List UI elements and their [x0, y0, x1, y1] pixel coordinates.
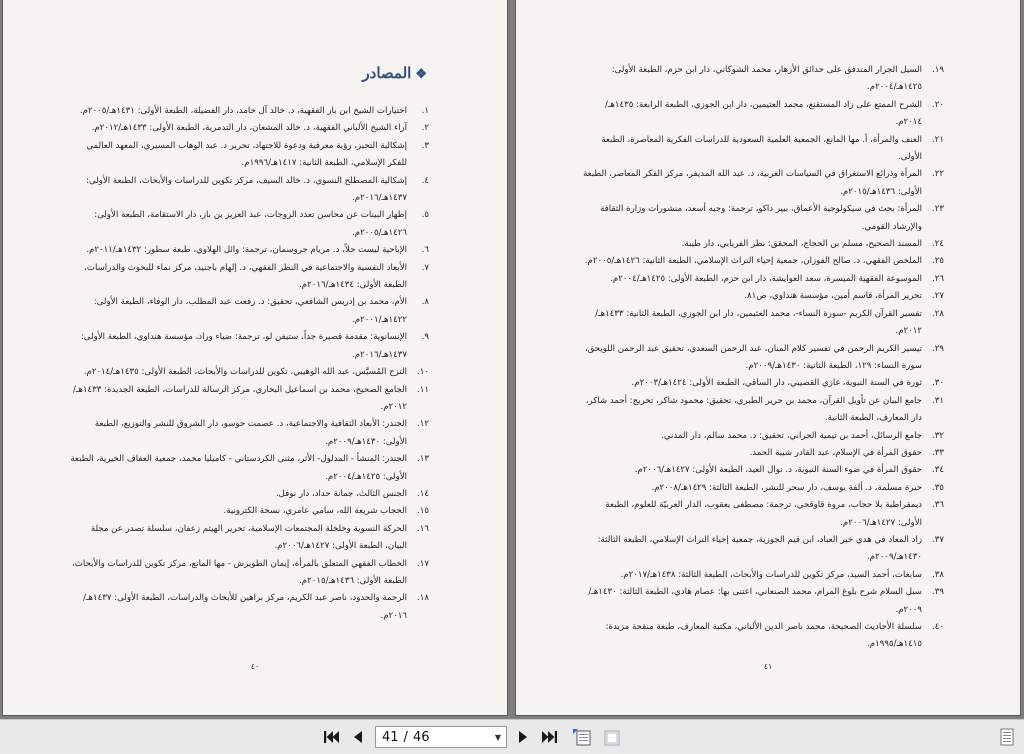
- reference-number: ٣٩.: [932, 587, 944, 598]
- reference-number: ٣٥.: [932, 482, 944, 493]
- reference-text: الحجاب شريعة الله، سامي عامري، نسخة الكترونية.: [223, 506, 407, 517]
- current-page: 41: [382, 729, 399, 745]
- reference-text: المسند الصحيح، مسلم بن الحجاج، المحقق: نظر الفريابي، دار طيبة.: [681, 239, 922, 250]
- page-separator: /: [403, 729, 408, 745]
- reference-number: ٣٤.: [932, 465, 944, 476]
- reference-number: ١٥.: [417, 506, 429, 517]
- reference-text: السيل الجرار المتدفق على حدائق الأزهار، محمد الشوكاني، دار ابن حزم، الطبعة الأولى: ١٤٢٥هـ/٢٠٠٤م.: [611, 65, 922, 93]
- reference-entry: [69, 486, 429, 503]
- navigation-toolbar: [0, 719, 1024, 754]
- reference-entry: [582, 253, 944, 270]
- reference-text: تحرير المرأة، قاسم أمين، مؤسسة هنداوي، ص٨١.: [744, 291, 922, 302]
- reference-text: الأبعاد النفسية والاجتماعية في النظر الفقهي، د. إلهام باجنيد، مركز نماء للبحوث والدراسات، الطبعة الأولى: ١٤٣٤هـ/٢٠١٦م.: [84, 262, 407, 291]
- reference-number: ٤.: [421, 175, 429, 186]
- reference-entry: [582, 480, 944, 497]
- reference-entry: [582, 619, 944, 654]
- previous-page-button[interactable]: [347, 726, 369, 748]
- reference-entry: [69, 138, 429, 173]
- reference-text: حقوق المرأة في ضوء السنة النبوية، د. نوال العيد، الطبعة الأولى: ١٤٢٧هـ/٢٠٠٦م.: [634, 465, 922, 476]
- reference-text: حيرة مسلمة، د. ألفة يوسف، دار سحر للنشر، الطبعة الثالثة: ١٤٢٩هـ/٢٠٠٨م.: [651, 482, 922, 493]
- reference-text: آراء الشيخ الألباني الفقهية، د. خالد المشعان، دار التدمرية، الطبعة الأولى: ١٤٣٣هـ/٢٠١٢م.: [91, 123, 407, 134]
- reference-entry: [69, 556, 429, 591]
- reference-number: ١١.: [417, 384, 429, 395]
- reference-text: الخطاب الفقهي المتعلق بالمرأة، إيمان الطويرش - مها المانع، مركز تكوين للدراسات والأبحاث، الطبعة الأولى: ١٤٣٦هـ/٢٠١٥م.: [71, 558, 407, 586]
- reference-number: ١٠.: [417, 367, 429, 378]
- reference-entry: [69, 503, 429, 520]
- reference-number: ٩.: [421, 332, 429, 343]
- first-page-icon: [322, 729, 340, 745]
- reference-entry: [69, 416, 429, 451]
- reference-entry: [69, 590, 429, 625]
- reference-number: ٦.: [421, 245, 429, 256]
- last-page-button[interactable]: [539, 726, 561, 748]
- total-pages: 46: [412, 729, 430, 745]
- reference-entry: [582, 271, 944, 288]
- reference-entry: [582, 393, 944, 428]
- reference-number: ٢١.: [932, 134, 944, 145]
- reference-text: الملخص الفقهي، د. صالح الفوزان، جمعية إحياء التراث الإسلامي، الطبعة الثانية: ١٤٢٦هـ/٢٠٠٥م.: [584, 256, 922, 267]
- reference-entry: [582, 497, 944, 532]
- reference-text: سلسلة الأحاديث الصحيحة، محمد ناصر الدين الألباني، مكتبة المعارف، طبعة منقحة مزيدة: ١٤١٥هـ/١٩٩٥م.: [605, 622, 922, 650]
- reference-entry: [582, 236, 944, 253]
- reference-text: الرحمة والحدود، ناصر عبد الكريم، مركز براهين للأبحاث والدراسات، الطبعة الأولى: ١٤٣٧هـ/٢٠١٦م.: [83, 593, 407, 621]
- references-list: [582, 62, 944, 654]
- reference-entry: [69, 451, 429, 486]
- reference-text: إشكالية التحيز، رؤية معرفية ودعوة للاجتهاد، تحرير د. عبد الوهاب المسيري، المعهد العالمي للفكر الإسلامي، الطبعة الثانية: ١٤١٧هـ/١٩٩٦م.: [86, 140, 407, 169]
- reference-entry: [582, 445, 944, 462]
- reference-entry: [69, 260, 429, 295]
- reference-number: ١٢.: [417, 419, 429, 430]
- reference-text: المرأة: بحث في سيكولوجية الأعماق، بيير داكو، ترجمة: وجيه أسعد، منشورات وزارة الثقافة والإرشاد القومي.: [600, 204, 922, 232]
- next-page-icon: [516, 729, 530, 745]
- reference-text: الموسوعة الفقهية الميسرة، سعد العوايشة، دار ابن حزم، الطبعة الأولى: ١٤٢٥هـ/٢٠٠٤م.: [610, 273, 922, 284]
- reference-entry: [69, 207, 429, 242]
- reference-text: الجامع الصحيح، محمد بن اسماعيل البخاري، مركز الرسالة للدراسات، الطبعة الجديدة: ١٤٣٣هـ/٢٠١٢م.: [72, 384, 407, 412]
- next-page-button[interactable]: [512, 726, 534, 748]
- reference-entry: [582, 166, 944, 201]
- reference-text: زاد المعاد في هدي خير العباد، ابن قيم الجوزية، جمعية إحياء التراث الإسلامي، الطبعة الثالثة: ١٤٣٠هـ/٢٠٠٩م.: [597, 534, 922, 563]
- reference-number: ٤٠.: [932, 622, 944, 632]
- reference-entry: [582, 62, 944, 97]
- reference-text: الجندر: الأبعاد الثقافية والاجتماعية، د. عصمت حوسو، دار الشروق للنشر والتوزيع، الطبعة الأولى: ١٤٣٠هـ/٢٠٠٩م.: [94, 419, 407, 447]
- reference-number: ٣٢.: [932, 430, 944, 441]
- reference-entry: [582, 584, 944, 619]
- reference-number: ٢٢.: [932, 169, 944, 180]
- reference-number: ١٧.: [417, 558, 429, 569]
- reference-entry: [69, 103, 429, 120]
- fit-width-button[interactable]: [600, 726, 622, 748]
- reference-number: ٢٣.: [932, 204, 944, 215]
- reference-text: الإنسانوية: مقدمة قصيرة جداً، ستيفن لو، ترجمة: ضياء وراد، مؤسسة هنداوي، الطبعة الأولى: ١٤٣٧هـ/٢٠١٦م.: [80, 332, 407, 360]
- reference-number: ٣٣.: [932, 447, 944, 458]
- reference-text: جامع الرسائل، أحمد بن تيمية الحراني، تحقيق: د. محمد سالم، دار المدني.: [661, 430, 922, 441]
- reference-number: ٣٦.: [932, 500, 944, 511]
- reference-number: ١٦.: [417, 523, 429, 534]
- sidebar-toggle-button[interactable]: [996, 726, 1018, 748]
- reference-entry: [69, 364, 429, 381]
- reference-number: ٢٧.: [932, 291, 944, 302]
- fit-page-icon: [572, 728, 592, 746]
- previous-page-icon: [351, 729, 365, 745]
- reference-text: العنف والمرأة، أ. مها المانع، الجمعية العلمية السعودية للدراسات الفكرية المعاصرة، الطبعة الأولى.: [601, 134, 922, 163]
- reference-text: تيسير الكريم الرحمن في تفسير كلام المنان، عبد الرحمن السعدي، تحقيق عبد الرحمن اللويحق، سورة النساء: ١٢٩، الطبعة الثانية: ١٤٣٠هـ/٢٠٠٩م.: [584, 343, 922, 371]
- reference-entry: [69, 382, 429, 417]
- reference-number: ١٤.: [417, 488, 429, 499]
- reference-text: التزح المُسيَّس، عبد الله الوهيبي، تكوين للدراسات والأبحاث، الطبعة الأولى: ١٤٣٥هـ/٢٠١٤م.: [83, 367, 407, 378]
- reference-entry: [69, 329, 429, 364]
- reference-number: ٢.: [421, 123, 429, 134]
- reference-number: ١٩.: [932, 65, 944, 75]
- reference-number: ٣١.: [932, 395, 944, 406]
- reference-number: ١٣.: [417, 454, 429, 465]
- reference-text: الأم، محمد بن إدريس الشافعي، تحقيق: د. رفعت عبد المطلب، دار الوفاء، الطبعة الأولى: ١٤٢٢هـ/٢٠٠١م.: [93, 297, 407, 325]
- reference-number: ٢٥.: [932, 256, 944, 267]
- reference-number: ٢٨.: [932, 308, 944, 319]
- reference-text: ثورة في السنة النبوية، غازي القصيبي، دار الساقي، الطبعة الأولى: ١٤٢٤هـ/٢٠٠٣م.: [631, 378, 922, 389]
- reference-number: ٧.: [421, 262, 429, 273]
- reference-number: ٣٨.: [932, 569, 944, 580]
- chevron-down-icon: ▼: [494, 732, 501, 742]
- reference-text: حقوق المرأة في الإسلام، عبد القادر شيبة الحمد.: [749, 447, 922, 458]
- reference-text: إشكالية المصطلح النسوي، د. خالد السيف، مركز تكوين للدراسات والأبحاث، الطبعة الأولى: ١٤٣٧هـ/٢٠١٦م.: [86, 175, 407, 204]
- reference-text: إظهار البينات عن محاسن تعدد الزوجات، عبد العزيز بن باز، دار الاستقامة، الطبعة الأولى: ١٤٢٦هـ/٢٠٠٥م.: [94, 210, 407, 238]
- reference-text: الجندر: المنشأ - المدلول- الأثر، مثنى الكردستاني - كاميليا محمد، جمعية العفاف الخيرية، الطبعة الأولى: ١٤٢٥هـ/٢٠٠٤م.: [70, 454, 407, 482]
- reference-entry: [582, 567, 944, 584]
- reference-number: ١٨.: [417, 593, 429, 604]
- reference-entry: [582, 341, 944, 376]
- reference-entry: [69, 120, 429, 137]
- reference-number: ٢٦.: [932, 273, 944, 284]
- page-number: ٤١: [763, 662, 773, 671]
- page-41: [516, 0, 1020, 715]
- heading-text: المصادر: [362, 64, 412, 82]
- reference-entry: [582, 132, 944, 167]
- page-40: [3, 0, 507, 715]
- reference-number: ٥.: [421, 210, 429, 221]
- fit-page-button[interactable]: [571, 726, 593, 748]
- reference-entry: [582, 201, 944, 236]
- fit-width-icon: [601, 728, 621, 746]
- reference-text: سابغات، أحمد السيد، مركز تكوين للدراسات والأبحاث، الطبعة الثالثة: ١٤٣٨هـ/٢٠١٧م.: [620, 569, 922, 580]
- reference-text: الحركة النسوية وخلخلة المجتمعات الإسلامية، تحرير الهيثم زعفان، سلسلة تصدر عن مجلة البيان، الطبعة الأولى: ١٤٢٧هـ/٢٠٠٦م.: [90, 523, 407, 552]
- page-number: ٤٠: [250, 662, 260, 671]
- reference-number: ٨.: [421, 297, 429, 308]
- page-selector[interactable]: [375, 726, 507, 748]
- reference-number: ٣٠.: [932, 378, 944, 389]
- reference-text: الشرح الممتع على زاد المستقنع، محمد العثيمين، دار ابن الجوزي، الطبعة الرابعة: ١٤٣٥هـ/٢٠١٤م.: [604, 99, 922, 128]
- reference-number: ٣٧.: [932, 534, 944, 545]
- sidebar-panel-icon: [1000, 728, 1014, 746]
- reference-text: الإباحية ليست حلاً، د. مريام جروسمان، ترجمة: وائل الهلاوي، طبعة سطور: ١٤٣٢هـ/٢٠١١م.: [86, 245, 407, 256]
- page-heading: [362, 64, 427, 82]
- reference-entry: [69, 173, 429, 208]
- reference-entry: [582, 375, 944, 392]
- last-page-icon: [541, 729, 559, 745]
- reference-text: تفسير القرآن الكريم -سورة النساء-، محمد العثيمين، دار ابن الجوزي، الطبعة الثانية: ١٤٣٣هـ/٢٠١٢م.: [595, 308, 922, 337]
- reference-text: الجنس الثالث، جمانة حداد، دار نوفل.: [275, 488, 407, 499]
- reference-text: ديمقراطية بلا حجاب، مروة قاوقجي، ترجمة: مصطفى يعقوب، الدار العربيّة للعلوم، الطبعة الأولى: ١٤٢٧هـ/٢٠٠٦م.: [605, 500, 922, 528]
- reference-text: اختيارات الشيخ ابن باز الفقهية، د. خالد آل حامد، دار الفضيلة، الطبعة الأولى: ١٤٣١هـ/٢٠٠٥م.: [79, 106, 407, 116]
- diamond-bullet-icon: ❖: [415, 67, 427, 82]
- reference-number: ٢٩.: [932, 343, 944, 354]
- references-list: [69, 103, 429, 625]
- reference-text: المرأة وذرائع الاستغراق في السياسات الغربية، د. عبد الله المديفر، مركز الفكر المعاصر، الطبعة الأولى: ١٤٣٦هـ/٢٠١٥م.: [583, 169, 922, 197]
- reference-number: ٢٤.: [932, 239, 944, 250]
- reference-number: ٢٠.: [932, 99, 944, 110]
- first-page-button[interactable]: [320, 726, 342, 748]
- reference-entry: [582, 288, 944, 305]
- reference-entry: [69, 521, 429, 556]
- reference-entry: [69, 294, 429, 329]
- reference-entry: [582, 306, 944, 341]
- reference-entry: [582, 462, 944, 479]
- reference-number: ٣.: [421, 140, 429, 151]
- reference-entry: [582, 532, 944, 567]
- reference-entry: [582, 97, 944, 132]
- reference-text: جامع البيان عن تأويل القرآن، محمد بن جرير الطبري، تحقيق: محمود شاكر، تخريج: أحمد شاكر، دار المعارف، الطبعة الثانية.: [585, 395, 922, 424]
- reference-entry: [582, 428, 944, 445]
- reference-entry: [69, 242, 429, 259]
- reference-text: سبل السلام شرح بلوغ المرام، محمد الصنعاني، اعتنى بها: عصام هادي، الطبعة الثالثة: ١٤٣٠هـ/٢٠٠٩م.: [588, 587, 922, 615]
- reference-number: ١.: [421, 106, 429, 116]
